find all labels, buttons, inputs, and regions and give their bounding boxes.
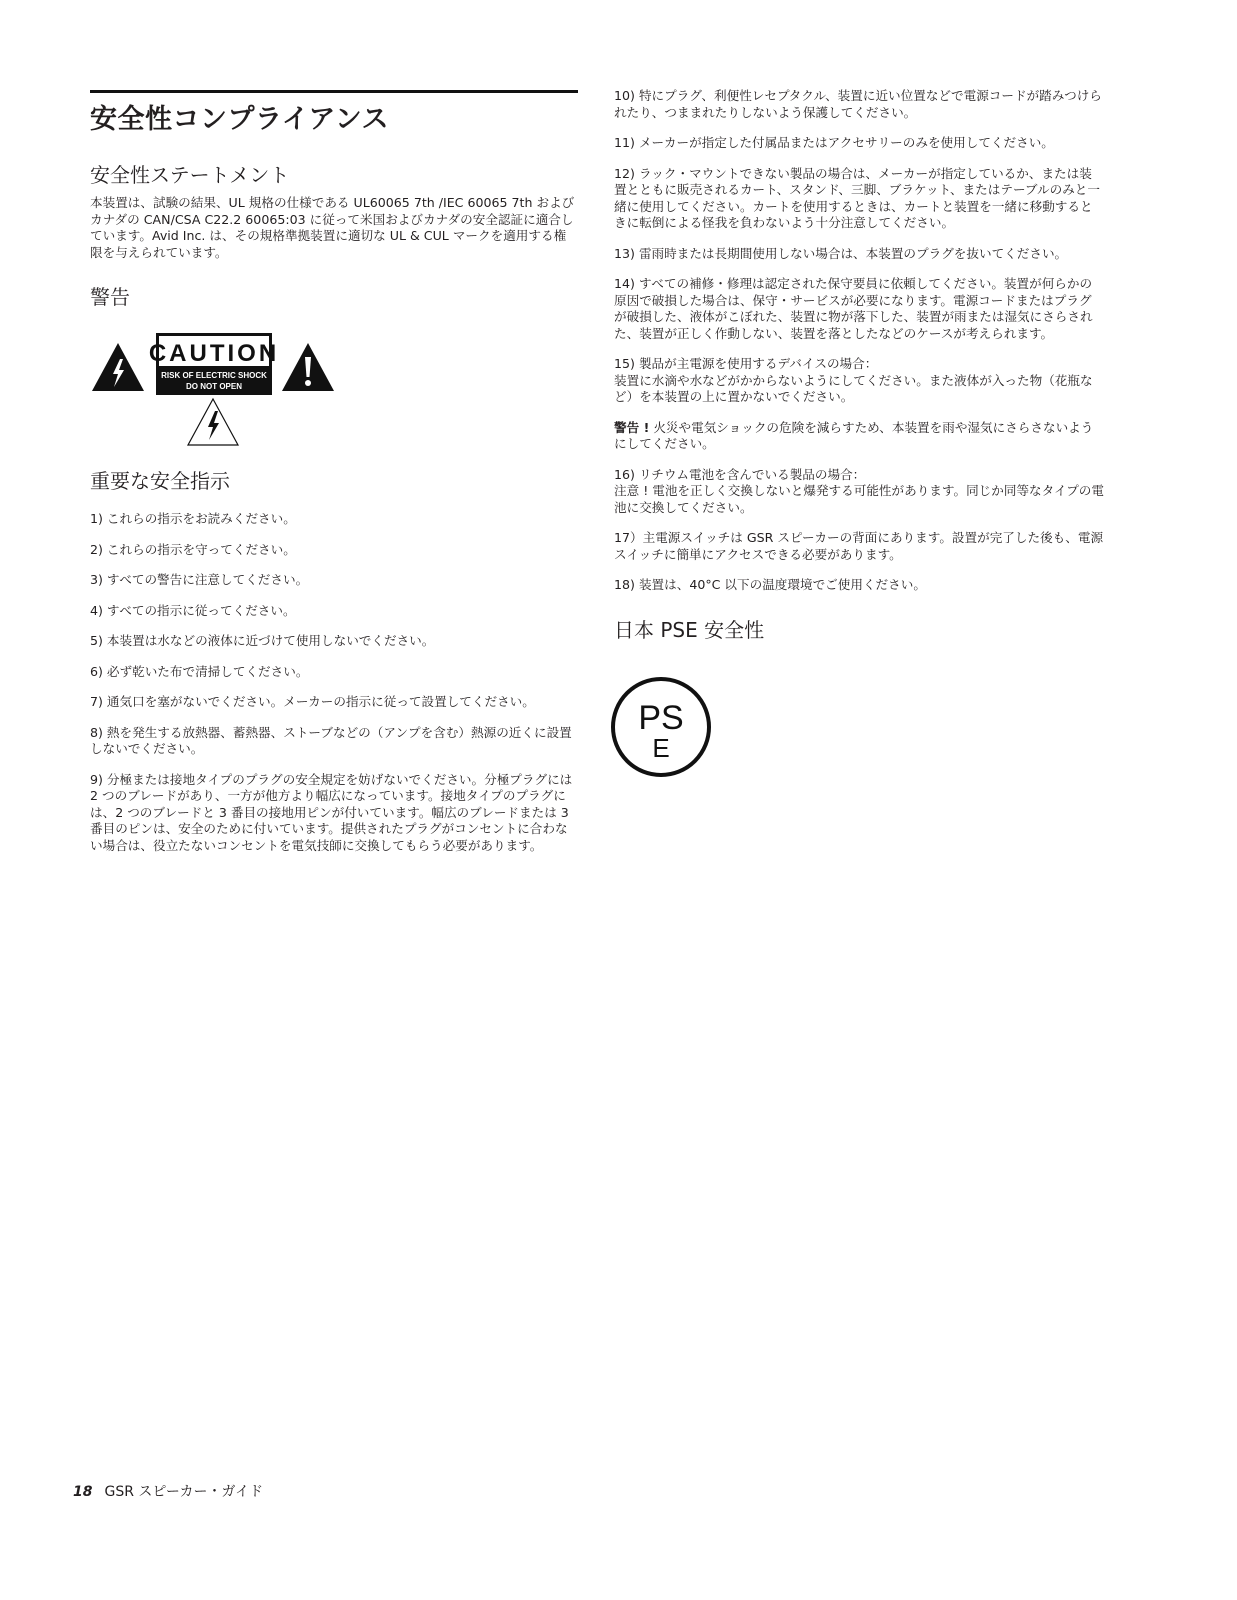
warning-heading: 警告 xyxy=(90,285,130,309)
instruction-item: 15) 製品が主電源を使用するデバイスの場合： 装置に水滴や水などがかからないようにしてください。また液体が入った物（花瓶など）を本装置の上に置かないでください。 xyxy=(614,356,1093,404)
important-instructions-heading: 重要な安全指示 xyxy=(90,469,230,493)
instruction-list-right-2 xyxy=(614,467,1104,594)
caution-word: CAUTION xyxy=(148,340,280,367)
left-column xyxy=(90,90,578,854)
pse-mark-bottom: E xyxy=(652,732,670,763)
pse-mark-icon xyxy=(608,674,714,780)
page-number: 18 xyxy=(73,1484,93,1500)
instruction-item: 2) これらの指示を守ってください。 xyxy=(90,541,296,557)
instruction-item: 5) 本装置は水などの液体に近づけて使用しないでください。 xyxy=(90,633,435,648)
guide-title: GSR スピーカー・ガイド xyxy=(104,1484,264,1500)
pse-heading: 日本 PSE 安全性 xyxy=(614,617,765,642)
instruction-item: 6) 必ず乾いた布で清掃してください。 xyxy=(90,663,309,679)
warning-label: 警告 ! xyxy=(614,419,650,435)
caution-line-2: DO NOT OPEN xyxy=(185,382,243,391)
instruction-item: 16) リチウム電池を含んでいる製品の場合： 注意 ! 電池を正しく交換しないと爆発する可能性があります。同じか同等なタイプの電池に交換してください。 xyxy=(614,466,1104,515)
instruction-item: 9) 分極または接地タイプのプラグの安全規定を妨げないでください。分極プラグには 2 つのブレードがあり、一方が他方より幅広になっています。接地タイプのプラグには、2 つのブレードと 3 番目の接地用ピンが付いています。幅広のブレードまたは 3 番目のピンは、安全のために付いています。提供されたプラグがコンセントに合わない場合は、役立たないコンセントを電気技師に交換してもらう必要があります。 xyxy=(90,771,573,853)
right-column xyxy=(614,88,1104,784)
instruction-item: 17）主電源スイッチは GSR スピーカーの背面にあります。設置が完了した後も、電源スイッチに簡単にアクセスできる必要があります。 xyxy=(614,530,1104,562)
instruction-list-right xyxy=(614,88,1104,406)
instruction-item: 3) すべての警告に注意してください。 xyxy=(90,572,309,587)
instruction-item: 11) メーカーが指定した付属品またはアクセサリーのみを使用してください。 xyxy=(614,135,1054,150)
page-title: 安全性コンプライアンス xyxy=(90,104,389,135)
instruction-item: 7) 通気口を塞がないでください。メーカーの指示に従って設置してください。 xyxy=(90,694,535,709)
safety-statement-heading: 安全性ステートメント xyxy=(90,163,290,187)
instruction-item: 4) すべての指示に従ってください。 xyxy=(90,602,296,618)
caution-line-1: RISK OF ELECTRIC SHOCK xyxy=(161,371,267,380)
electric-shock-warning-icon xyxy=(90,341,146,393)
title-rule xyxy=(90,90,578,93)
page-footer xyxy=(73,1481,263,1501)
instruction-item: 12) ラック・マウントできない製品の場合は、メーカーが指定しているか、または装置とともに販売されるカート、スタンド、三脚、ブラケット、またはテーブルのみと一緒に使用してください。カートを使用するときは、カートと装置を一緒に移動するときに転倒による怪我を負わないよう十分注意してください。 xyxy=(614,165,1100,230)
safety-statement-text: 本装置は、試験の結果、UL 規格の仕様である UL60065 7th /IEC 60065 7th およびカナダの CAN/CSA C22.2 60065:03 に従って米国およびカナダの安全認証に適合しています。Avid Inc. は、その規格準拠装置に適切な UL & CUL マークを適用する権限を与えられています。 xyxy=(90,195,575,260)
caution-label xyxy=(148,333,280,395)
exclamation-warning-icon xyxy=(280,341,336,393)
instruction-item: 8) 熱を発生する放熱器、蓄熱器、ストーブなどの（アンプを含む）熱源の近くに設置しないでください。 xyxy=(90,724,572,756)
instruction-item: 18) 装置は、40°C 以下の温度環境でご使用ください。 xyxy=(614,577,926,592)
instruction-item: 1) これらの指示をお読みください。 xyxy=(90,511,296,526)
warning-text: 火災や電気ショックの危険を減らすため、本装置を雨や湿気にさらさないようにしてください。 xyxy=(614,419,1094,451)
electric-shock-outline-icon xyxy=(186,397,240,447)
rain-warning xyxy=(614,420,1104,453)
instruction-item: 10) 特にプラグ、利便性レセプタクル、装置に近い位置などで電源コードが踏みつけられたり、つままれたりしないよう保護してください。 xyxy=(614,88,1102,120)
pse-mark-top: PS xyxy=(638,698,684,737)
instruction-item: 14) すべての補修・修理は認定された保守要員に依頼してください。装置が何らかの原因で破損した場合は、保守・サービスが必要になります。電源コードまたはプラグが破損した、液体がこぼれた、装置に物が落下した、装置が雨または湿気にさらされた、装置が正しく作動しない、装置を落としたなどのケースが考えられます。 xyxy=(614,276,1093,341)
instruction-list-left xyxy=(90,511,578,854)
instruction-item: 13) 雷雨時または長期間使用しない場合は、本装置のプラグを抜いてください。 xyxy=(614,245,1068,261)
caution-graphic xyxy=(90,333,340,453)
